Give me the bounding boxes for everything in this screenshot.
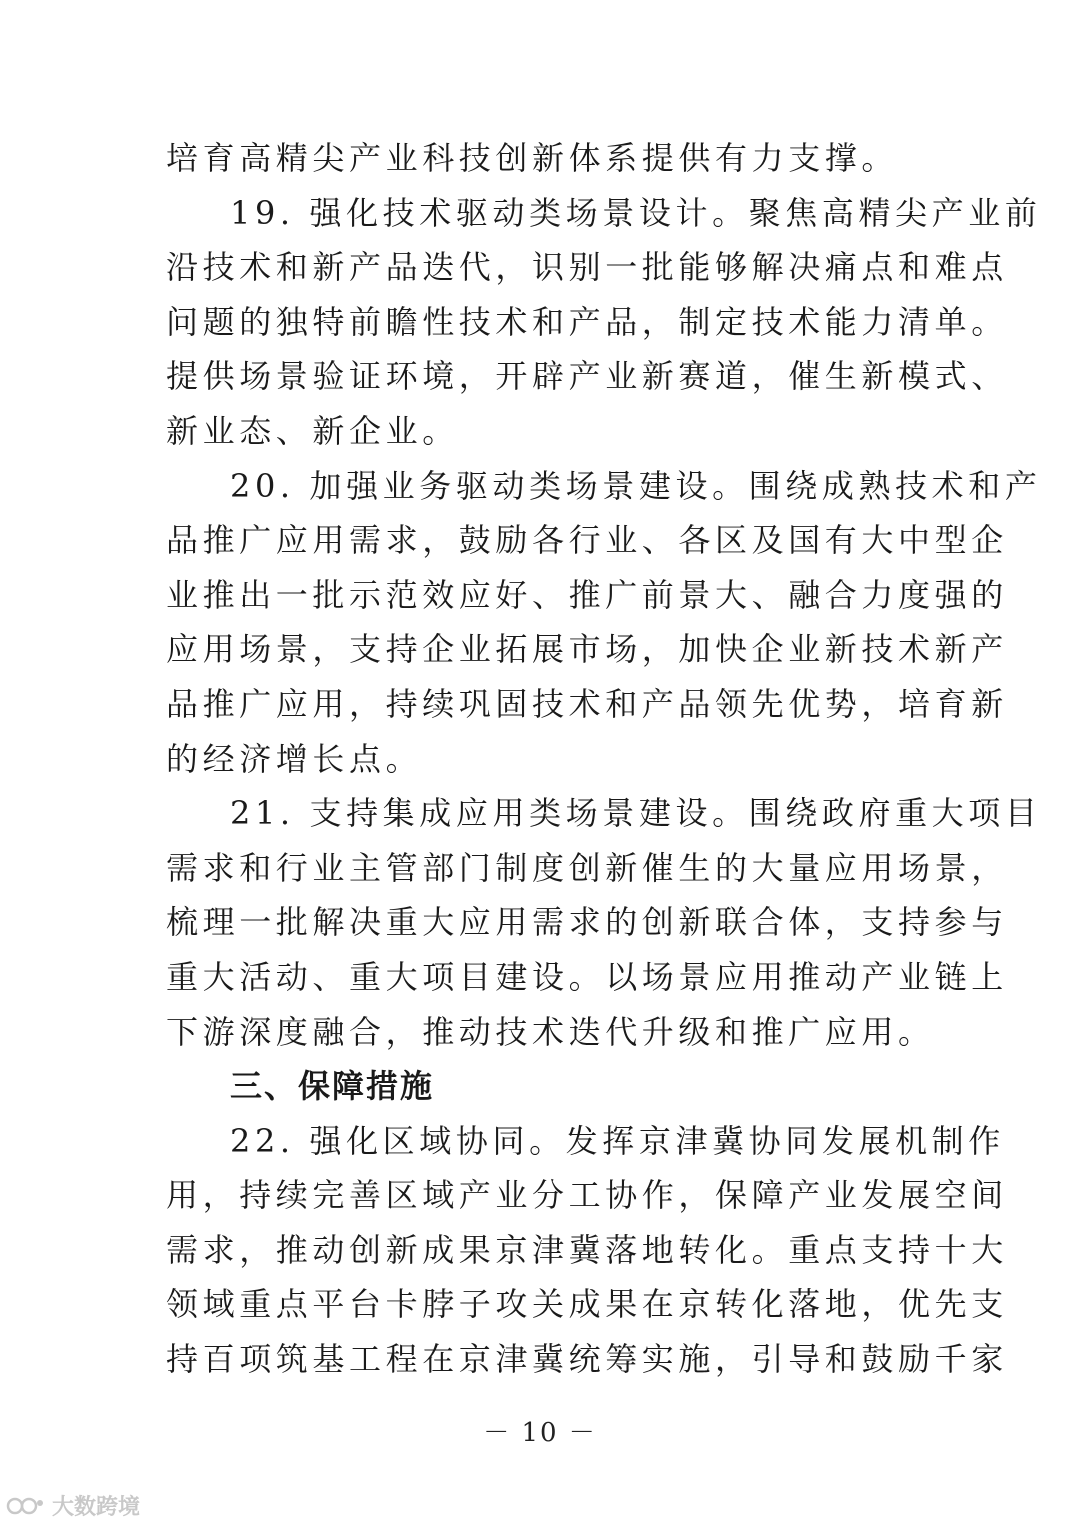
text-line: 持百项筑基工程在京津冀统筹实施，引导和鼓励千家: [166, 1340, 1008, 1379]
text-line: 重大活动、重大项目建设。以场景应用推动产业链上: [166, 957, 1008, 996]
text-line: 问题的独特前瞻性技术和产品，制定技术能力清单。: [166, 302, 1008, 341]
text-line: 品推广应用需求，鼓励各行业、各区及国有大中型企: [166, 521, 1008, 560]
text-line: 19. 强化技术驱动类场景设计。聚焦高精尖产业前: [230, 193, 1042, 232]
text-line: 需求和行业主管部门制度创新催生的大量应用场景，: [166, 848, 1008, 887]
text-line: 22. 强化区域协同。发挥京津冀协同发展机制作: [230, 1121, 1005, 1160]
text-line: 需求，推动创新成果京津冀落地转化。重点支持十大: [166, 1230, 1008, 1269]
text-line: 21. 支持集成应用类场景建设。围绕政府重大项目: [230, 794, 1042, 833]
section-heading: 三、保障措施: [230, 1067, 435, 1106]
text-line: 的经济增长点。: [166, 739, 423, 778]
text-line: 用，持续完善区域产业分工协作，保障产业发展空间: [166, 1176, 1008, 1215]
body-text: [166, 131, 1042, 1387]
text-line: 品推广应用，持续巩固技术和产品领先优势，培育新: [166, 684, 1008, 723]
text-line: 培育高精尖产业科技创新体系提供有力支撑。: [166, 139, 899, 177]
logo-icon: [6, 1495, 46, 1517]
text-line: 应用场景，支持企业拓展市场，加快企业新技术新产: [166, 630, 1008, 669]
text-line: 业推出一批示范效应好、推广前景大、融合力度强的: [166, 575, 1008, 614]
watermark-text: 大数跨境: [52, 1495, 141, 1520]
text-line: 新业态、新企业。: [166, 411, 459, 450]
text-line: 20. 加强业务驱动类场景建设。围绕成熟技术和产: [230, 466, 1042, 505]
text-line: 领域重点平台卡脖子攻关成果在京转化落地，优先支: [166, 1285, 1008, 1324]
text-line: 下游深度融合，推动技术迭代升级和推广应用。: [166, 1012, 935, 1051]
watermark: [6, 1490, 140, 1521]
text-line: 提供场景验证环境，开辟产业新赛道，催生新模式、: [166, 357, 1008, 396]
page-number: － 10 －: [483, 1418, 597, 1448]
text-line: 沿技术和新产品迭代，识别一批能够解决痛点和难点: [166, 248, 1008, 287]
text-line: 梳理一批解决重大应用需求的创新联合体，支持参与: [166, 903, 1008, 942]
